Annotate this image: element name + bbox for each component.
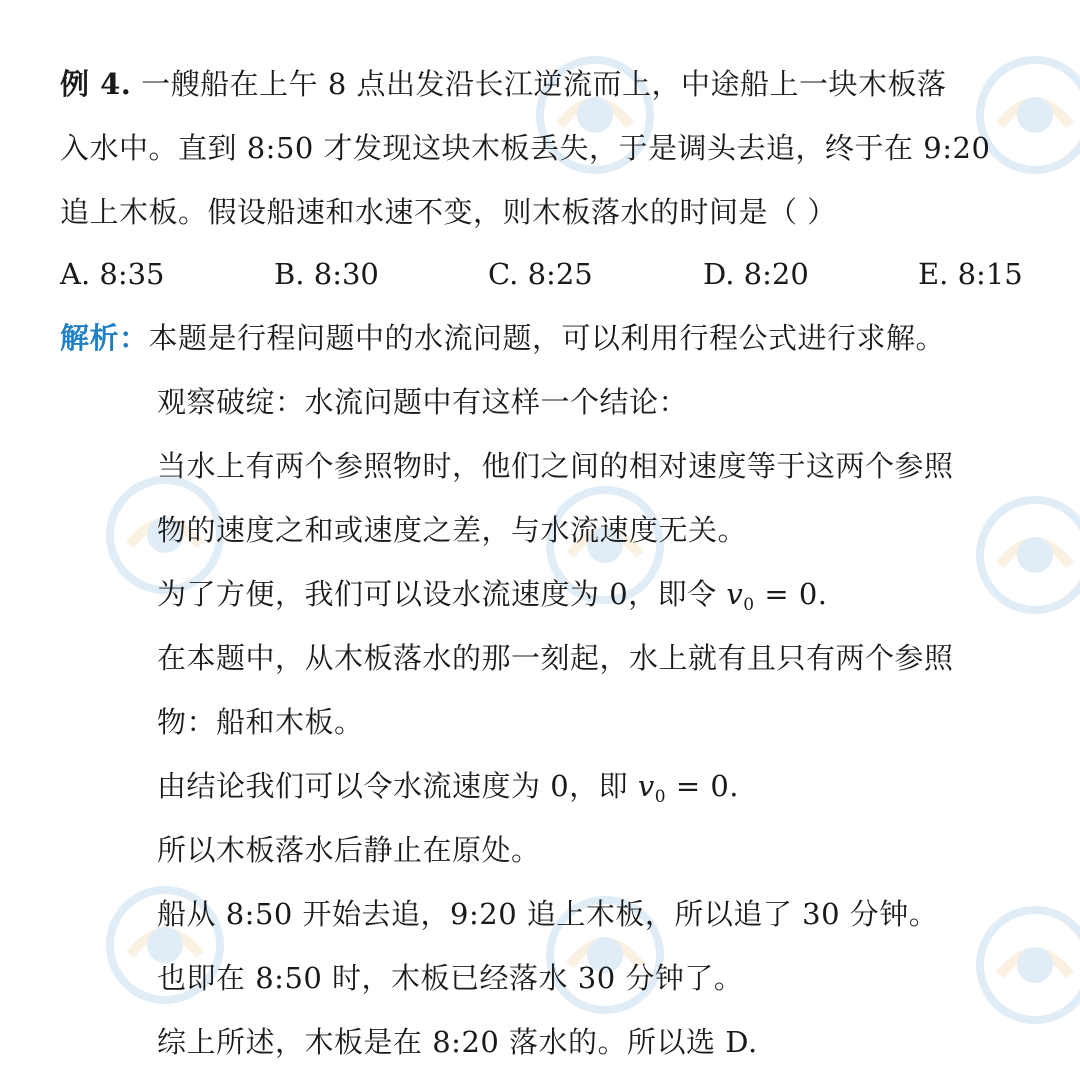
- math-equals-zero: = 0.: [754, 577, 828, 611]
- math-subscript: 0: [654, 787, 667, 807]
- math-subscript: 0: [743, 595, 755, 615]
- analysis-intro-line: [60, 318, 945, 358]
- question-label: 例 4: [60, 67, 121, 101]
- question-line-1: [60, 64, 947, 104]
- option-d: D. 8:20: [703, 257, 809, 291]
- analysis-intro: 本题是行程问题中的水流问题，可以利用行程公式进行求解。: [148, 321, 946, 355]
- option-e: E. 8:15: [918, 257, 1023, 291]
- option-c: C. 8:25: [488, 257, 593, 291]
- analysis-line: 物：船和木板。: [157, 705, 364, 739]
- math-variable-v: v: [726, 577, 744, 611]
- option-a: A. 8:35: [60, 257, 165, 291]
- analysis-line: 观察破绽：水流问题中有这样一个结论：: [157, 385, 689, 419]
- conclusion-line: [157, 766, 739, 817]
- math-equals-zero: = 0.: [666, 769, 740, 803]
- question-line-2: 入水中。直到 8:50 才发现这块木板丢失，于是调头去追，终于在 9:20: [60, 131, 991, 165]
- convenience-text: 为了方便，我们可以设水流速度为 0，即令: [157, 577, 717, 611]
- convenience-line: [157, 574, 828, 625]
- analysis-label: 解析：: [60, 321, 149, 355]
- analysis-line: 当水上有两个参照物时，他们之间的相对速度等于这两个参照: [157, 449, 954, 483]
- watermark-logo-icon: [960, 890, 1080, 1040]
- question-line-3: 追上木板。假设船速和水速不变，则木板落水的时间是（ ）: [60, 195, 837, 229]
- analysis-line: 也即在 8:50 时，木板已经落水 30 分钟了。: [157, 961, 744, 995]
- question-label-sep: .: [120, 67, 132, 101]
- analysis-line: 船从 8:50 开始去追，9:20 追上木板，所以追了 30 分钟。: [157, 897, 939, 931]
- question-text-1: 一艘船在上午 8 点出发沿长江逆流而上，中途船上一块木板落: [141, 67, 947, 101]
- analysis-line: 综上所述，木板是在 8:20 落水的。所以选 D.: [157, 1025, 758, 1059]
- analysis-line: 物的速度之和或速度之差，与水流速度无关。: [157, 513, 748, 547]
- conclusion-text: 由结论我们可以令水流速度为 0，即: [157, 769, 629, 803]
- math-variable-v: v: [637, 769, 655, 803]
- analysis-line: 所以木板落水后静止在原处。: [157, 833, 541, 867]
- option-b: B. 8:30: [274, 257, 379, 291]
- watermark-logo-icon: [960, 480, 1080, 630]
- analysis-line: 在本题中，从木板落水的那一刻起，水上就有且只有两个参照: [157, 641, 954, 675]
